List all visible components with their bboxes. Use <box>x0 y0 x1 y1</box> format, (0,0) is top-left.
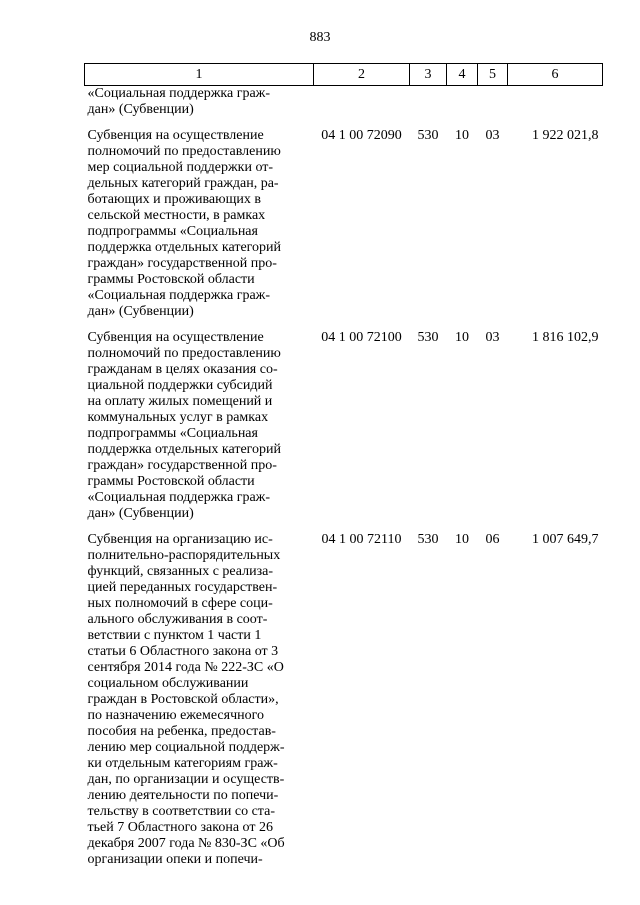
description-cell <box>85 128 314 330</box>
description-line: подпрограммы «Социальная <box>87 224 258 239</box>
vr-cell: 530 <box>417 330 439 345</box>
description-line: граждан» государственной про- <box>87 256 277 271</box>
column-header: 3 <box>410 64 447 86</box>
table-row <box>85 532 603 878</box>
description-line: ки отдельным категориям граж- <box>87 756 278 771</box>
description-line: ных полномочий в сфере соци- <box>87 596 273 611</box>
rz-cell: 10 <box>455 330 469 345</box>
description-line: «Социальная поддержка граж- <box>87 490 270 505</box>
budget-table <box>84 63 603 878</box>
description-line: Субвенция на осуществление <box>87 330 264 345</box>
description-line: сельской местности, в рамках <box>87 208 266 223</box>
description-line: социальном обслуживании <box>87 676 249 691</box>
column-header: 1 <box>85 64 314 86</box>
description-line: по назначению ежемесячного <box>87 708 264 723</box>
pr-cell: 03 <box>485 128 500 143</box>
rz-cell: 10 <box>455 128 469 143</box>
table-row <box>85 128 603 330</box>
description-line: дан» (Субвенции) <box>87 304 194 319</box>
column-header: 2 <box>314 64 410 86</box>
amount-cell: 1 922 021,8 <box>532 128 599 143</box>
vr-cell: 530 <box>417 128 439 143</box>
description-line: лению деятельности по попечи- <box>87 788 279 803</box>
description-line: дан» (Субвенции) <box>87 102 194 117</box>
description-line: ботающих и проживающих в <box>87 192 261 207</box>
table-row <box>85 330 603 532</box>
description-line: пособия на ребенка, предостав- <box>87 724 276 739</box>
description-line: ального обслуживания в соот- <box>87 612 268 627</box>
description-cell <box>85 86 314 129</box>
description-line: на оплату жилых помещений и <box>87 394 273 409</box>
description-line: организации опеки и попечи- <box>87 852 263 867</box>
rz-cell <box>447 86 478 129</box>
description-line: подпрограммы «Социальная <box>87 426 258 441</box>
description-line: лению мер социальной поддерж- <box>87 740 285 755</box>
description-line: статьи 6 Областного закона от 3 <box>87 644 279 659</box>
column-header: 5 <box>478 64 508 86</box>
vr-cell <box>410 86 447 129</box>
amount-cell <box>508 86 603 129</box>
pr-cell: 06 <box>485 532 500 547</box>
description-line: декабря 2007 года № 830-ЗС «Об <box>87 836 285 851</box>
description-line: тельству в соответствии со ста- <box>87 804 275 819</box>
description-line: граммы Ростовской области <box>87 474 255 489</box>
description-line: ветствии с пунктом 1 части 1 <box>87 628 262 643</box>
description-line: сентября 2014 года № 222-ЗС «О <box>87 660 284 675</box>
description-line: Субвенция на организацию ис- <box>87 532 273 547</box>
rz-cell: 10 <box>455 532 469 547</box>
table-row <box>85 86 603 129</box>
column-header: 4 <box>447 64 478 86</box>
description-line: цией переданных государствен- <box>87 580 278 595</box>
column-header: 6 <box>508 64 603 86</box>
description-line: дельных категорий граждан, ра- <box>87 176 279 191</box>
description-line: «Социальная поддержка граж- <box>87 288 270 303</box>
description-line: граммы Ростовской области <box>87 272 255 287</box>
description-line: «Социальная поддержка граж- <box>87 86 270 101</box>
description-line: тьей 7 Областного закона от 26 <box>87 820 273 835</box>
description-line: дан» (Субвенции) <box>87 506 194 521</box>
vr-cell: 530 <box>417 532 439 547</box>
description-line: поддержка отдельных категорий <box>87 240 282 255</box>
description-line: полномочий по предоставлению <box>87 144 281 159</box>
description-line: граждан» государственной про- <box>87 458 277 473</box>
description-line: дан, по организации и осуществ- <box>87 772 285 787</box>
page-number: 883 <box>309 30 331 45</box>
code-cell <box>314 86 410 129</box>
amount-cell: 1 816 102,9 <box>532 330 599 345</box>
description-line: полнительно-распорядительных <box>87 548 281 563</box>
code-cell: 04 1 00 72090 <box>321 128 402 143</box>
description-line: Субвенция на осуществление <box>87 128 264 143</box>
pr-cell: 03 <box>485 330 500 345</box>
description-line: полномочий по предоставлению <box>87 346 281 361</box>
description-line: функций, связанных с реализа- <box>87 564 274 579</box>
code-cell: 04 1 00 72110 <box>321 532 402 547</box>
code-cell: 04 1 00 72100 <box>321 330 402 345</box>
header-row <box>85 64 603 86</box>
description-line: гражданам в целях оказания со- <box>87 362 278 377</box>
description-line: циальной поддержки субсидий <box>87 378 273 393</box>
description-line: граждан в Ростовской области», <box>87 692 279 707</box>
description-cell <box>85 532 314 878</box>
description-cell <box>85 330 314 532</box>
description-line: мер социальной поддержки от- <box>87 160 274 175</box>
description-line: коммунальных услуг в рамках <box>87 410 269 425</box>
amount-cell: 1 007 649,7 <box>532 532 599 547</box>
pr-cell <box>478 86 508 129</box>
description-line: поддержка отдельных категорий <box>87 442 282 457</box>
